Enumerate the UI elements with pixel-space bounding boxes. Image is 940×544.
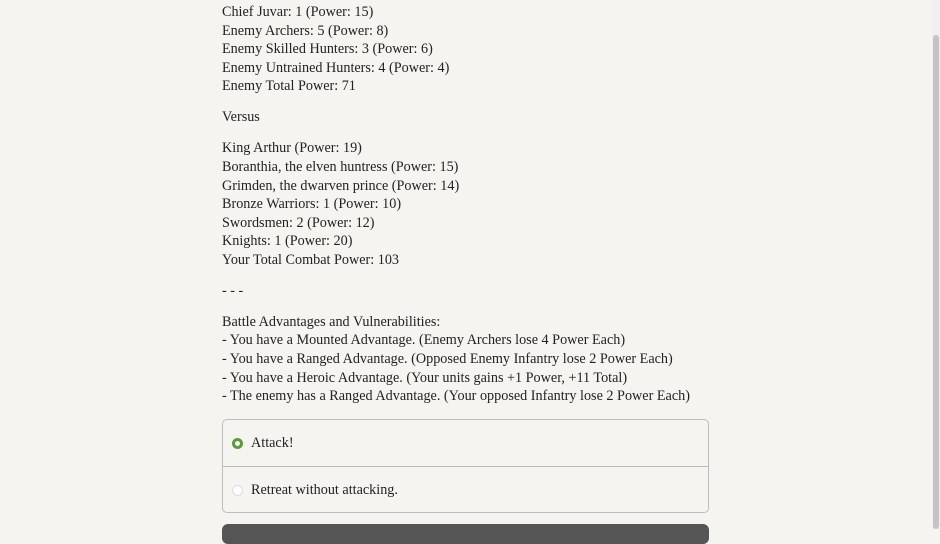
scrollbar-thumb[interactable] <box>933 35 939 529</box>
ally-line: Bronze Warriors: 1 (Power: 10) <box>222 196 402 213</box>
ally-line: King Arthur (Power: 19) <box>222 140 362 157</box>
advantage-line: - The enemy has a Ranged Advantage. (Your opposed Infantry lose 2 Power Each) <box>222 388 690 405</box>
advantage-line: - You have a Ranged Advantage. (Opposed Enemy Infantry lose 2 Power Each) <box>222 351 673 368</box>
enemy-list <box>222 3 708 96</box>
scrollbar[interactable] <box>932 0 940 529</box>
ally-line: Grimden, the dwarven prince (Power: 14) <box>222 177 460 194</box>
advantages-list <box>222 313 708 406</box>
advantage-line: - You have a Heroic Advantage. (Your units gains +1 Power, +11 Total) <box>222 369 628 386</box>
next-button[interactable] <box>222 524 709 544</box>
choice-attack[interactable] <box>223 420 708 466</box>
separator: - - - <box>222 282 244 299</box>
ally-line: Swordsmen: 2 (Power: 12) <box>222 214 375 231</box>
choice-label: Retreat without attacking. <box>251 481 398 498</box>
enemy-line: Enemy Archers: 5 (Power: 8) <box>222 22 389 39</box>
ally-line: Knights: 1 (Power: 20) <box>222 233 353 250</box>
battle-report <box>222 3 708 406</box>
ally-line: Boranthia, the elven huntress (Power: 15) <box>222 158 459 175</box>
enemy-line: Chief Juvar: 1 (Power: 15) <box>222 4 374 20</box>
advantages-heading: Battle Advantages and Vulnerabilities: <box>222 313 441 330</box>
ally-total: Your Total Combat Power: 103 <box>222 251 400 268</box>
ally-list <box>222 139 708 269</box>
versus-label: Versus <box>222 109 260 126</box>
radio-unselected-icon[interactable] <box>232 485 243 496</box>
choice-retreat[interactable] <box>223 466 708 513</box>
choice-label: Attack! <box>251 434 294 451</box>
radio-selected-icon[interactable] <box>232 438 243 449</box>
advantage-line: - You have a Mounted Advantage. (Enemy Archers lose 4 Power Each) <box>222 332 626 349</box>
choice-list <box>222 419 709 513</box>
enemy-total: Enemy Total Power: 71 <box>222 78 356 95</box>
enemy-line: Enemy Untrained Hunters: 4 (Power: 4) <box>222 59 450 76</box>
enemy-line: Enemy Skilled Hunters: 3 (Power: 6) <box>222 41 433 58</box>
